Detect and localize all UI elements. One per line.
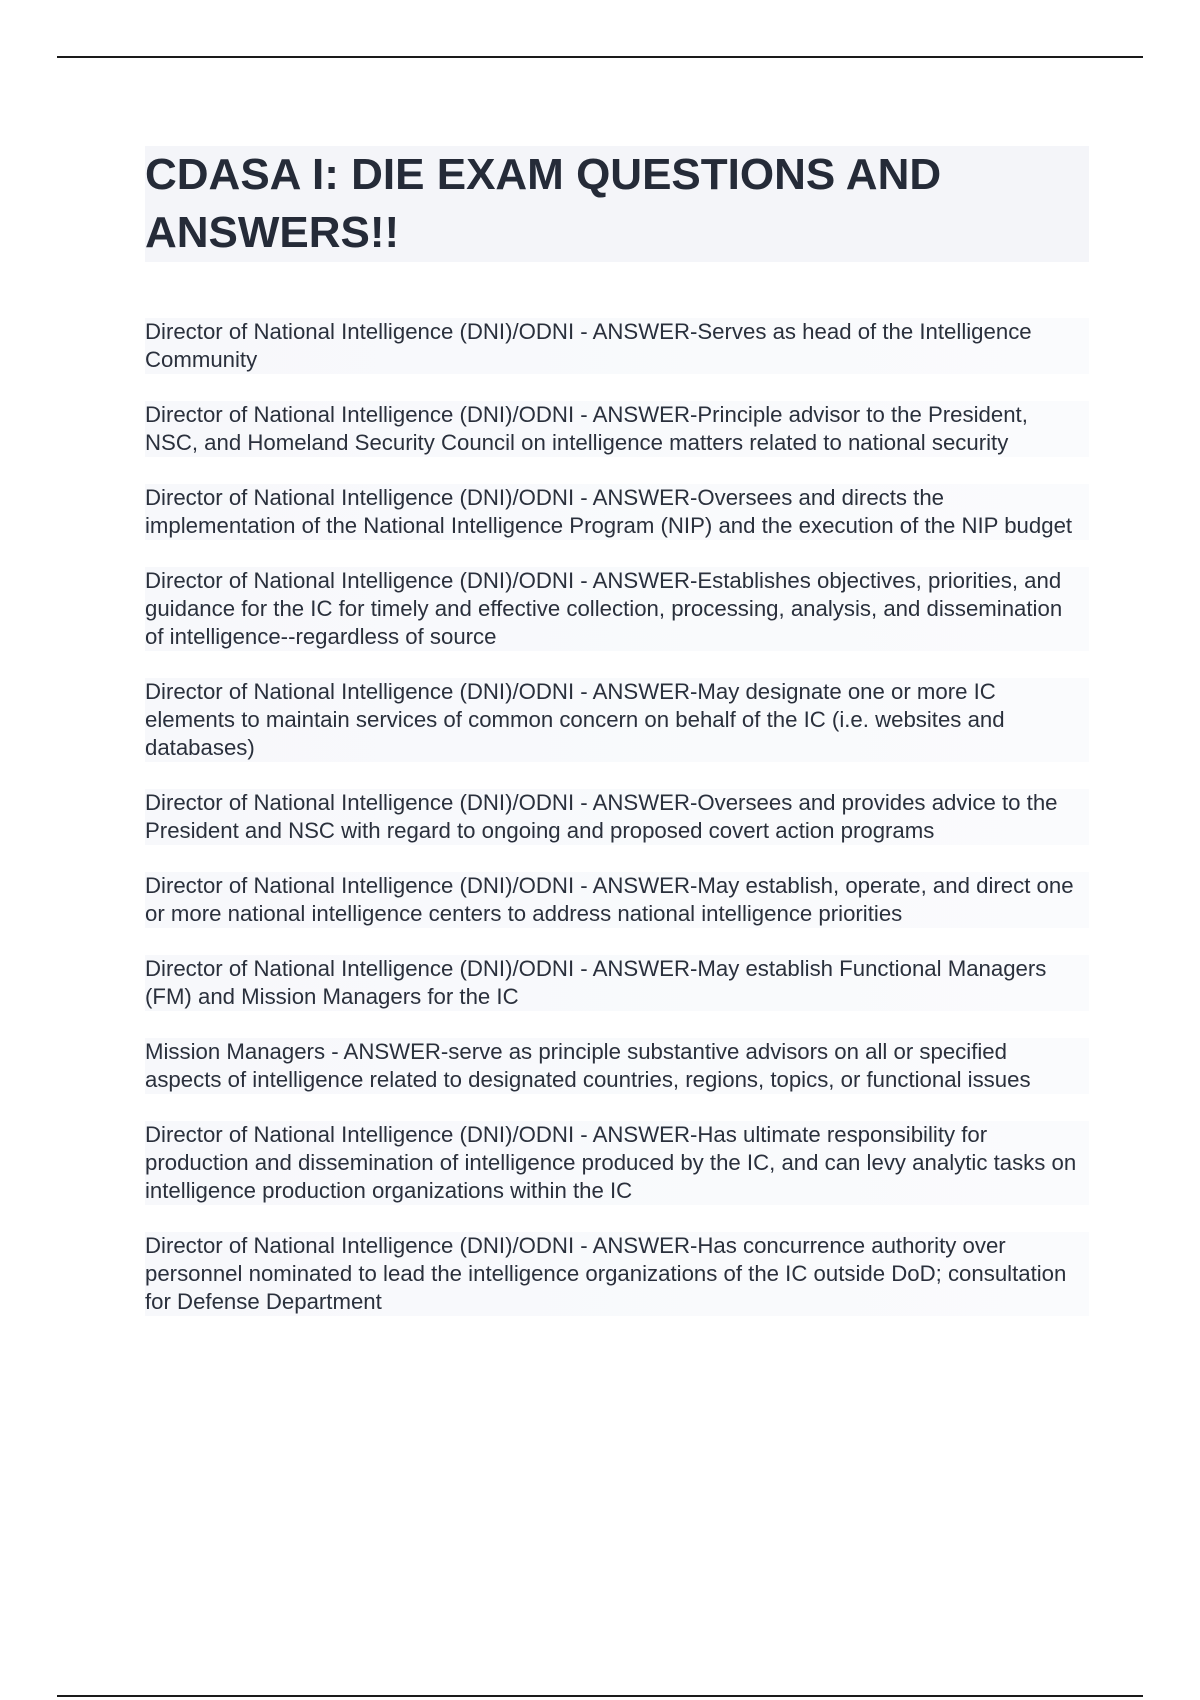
- qa-item: Mission Managers - ANSWER-serve as principle substantive advisors on all or specified aspects of intelligence related to designated countries, regions, topics, or functional issues: [145, 1038, 1089, 1094]
- qa-item: Director of National Intelligence (DNI)/ODNI - ANSWER-Has ultimate responsibility for production and dissemination of intelligence produced by the IC, and can levy analytic tasks on intelligence production organizations within the IC: [145, 1121, 1089, 1205]
- qa-item: Director of National Intelligence (DNI)/ODNI - ANSWER-May establish, operate, and direct one or more national intelligence centers to address national intelligence priorities: [145, 872, 1089, 928]
- document-body: [145, 146, 1089, 1343]
- document-title: CDASA I: DIE EXAM QUESTIONS AND ANSWERS!!: [145, 146, 1089, 262]
- qa-item: Director of National Intelligence (DNI)/ODNI - ANSWER-May designate one or more IC elements to maintain services of common concern on behalf of the IC (i.e. websites and databases): [145, 678, 1089, 762]
- qa-item: Director of National Intelligence (DNI)/ODNI - ANSWER-Establishes objectives, priorities, and guidance for the IC for timely and effective collection, processing, analysis, and dissemination of intelligence--regardless of source: [145, 567, 1089, 651]
- qa-item: Director of National Intelligence (DNI)/ODNI - ANSWER-Serves as head of the Intelligence Community: [145, 318, 1089, 374]
- qa-item: Director of National Intelligence (DNI)/ODNI - ANSWER-Oversees and directs the implementation of the National Intelligence Program (NIP) and the execution of the NIP budget: [145, 484, 1089, 540]
- qa-item: Director of National Intelligence (DNI)/ODNI - ANSWER-Has concurrence authority over personnel nominated to lead the intelligence organizations of the IC outside DoD; consultation for Defense Department: [145, 1232, 1089, 1316]
- qa-item: Director of National Intelligence (DNI)/ODNI - ANSWER-May establish Functional Managers (FM) and Mission Managers for the IC: [145, 955, 1089, 1011]
- bottom-rule: [57, 1695, 1143, 1697]
- top-rule: [57, 56, 1143, 58]
- qa-item: Director of National Intelligence (DNI)/ODNI - ANSWER-Oversees and provides advice to the President and NSC with regard to ongoing and proposed covert action programs: [145, 789, 1089, 845]
- qa-list: [145, 318, 1089, 1316]
- qa-item: Director of National Intelligence (DNI)/ODNI - ANSWER-Principle advisor to the President, NSC, and Homeland Security Council on intelligence matters related to national security: [145, 401, 1089, 457]
